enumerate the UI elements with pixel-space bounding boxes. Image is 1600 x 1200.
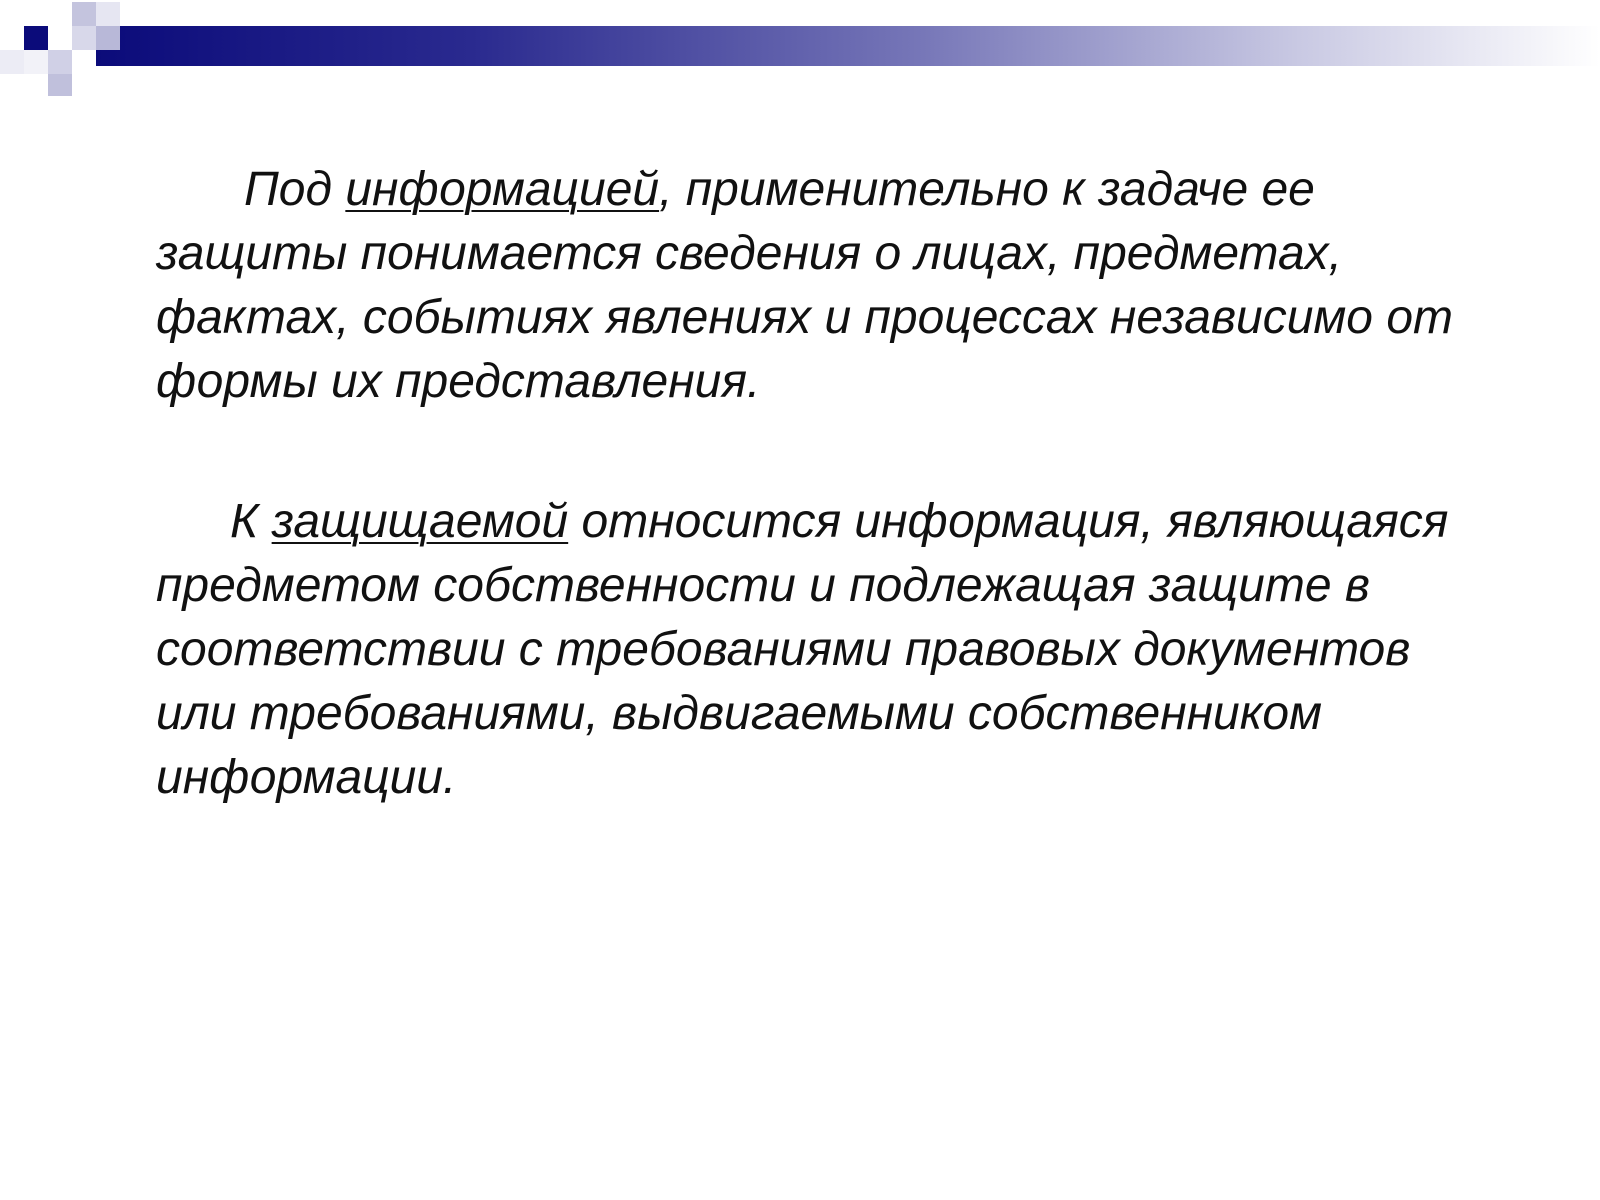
decorative-square — [72, 26, 96, 50]
paragraph-lead: Под — [244, 163, 346, 216]
slide-body — [156, 158, 1486, 810]
decorative-square — [72, 2, 96, 26]
decorative-square — [48, 50, 72, 74]
underlined-term: информацией — [345, 163, 660, 216]
definition-paragraph-information — [156, 158, 1486, 414]
decorative-square — [24, 26, 48, 50]
decorative-square — [96, 2, 120, 26]
header-gradient-bar — [96, 26, 1600, 66]
underlined-term: защищаемой — [271, 495, 569, 548]
paragraph-text: , применительно к задаче ее защиты понимается сведения о лицах, предметах, фактах, событиях явлениях и процессах независимо от формы их представления. — [156, 163, 1454, 408]
paragraph-text: относится информация, являющаяся предметом собственности и подлежащая защите в соответствии с требованиями правовых документов или требованиями, выдвигаемыми собственником информации. — [156, 495, 1449, 804]
definition-paragraph-protected — [156, 490, 1486, 810]
decorative-square — [0, 50, 24, 74]
decorative-square — [24, 50, 48, 74]
paragraph-lead: К — [230, 495, 272, 548]
decorative-square — [96, 26, 120, 50]
decorative-square — [48, 74, 72, 96]
